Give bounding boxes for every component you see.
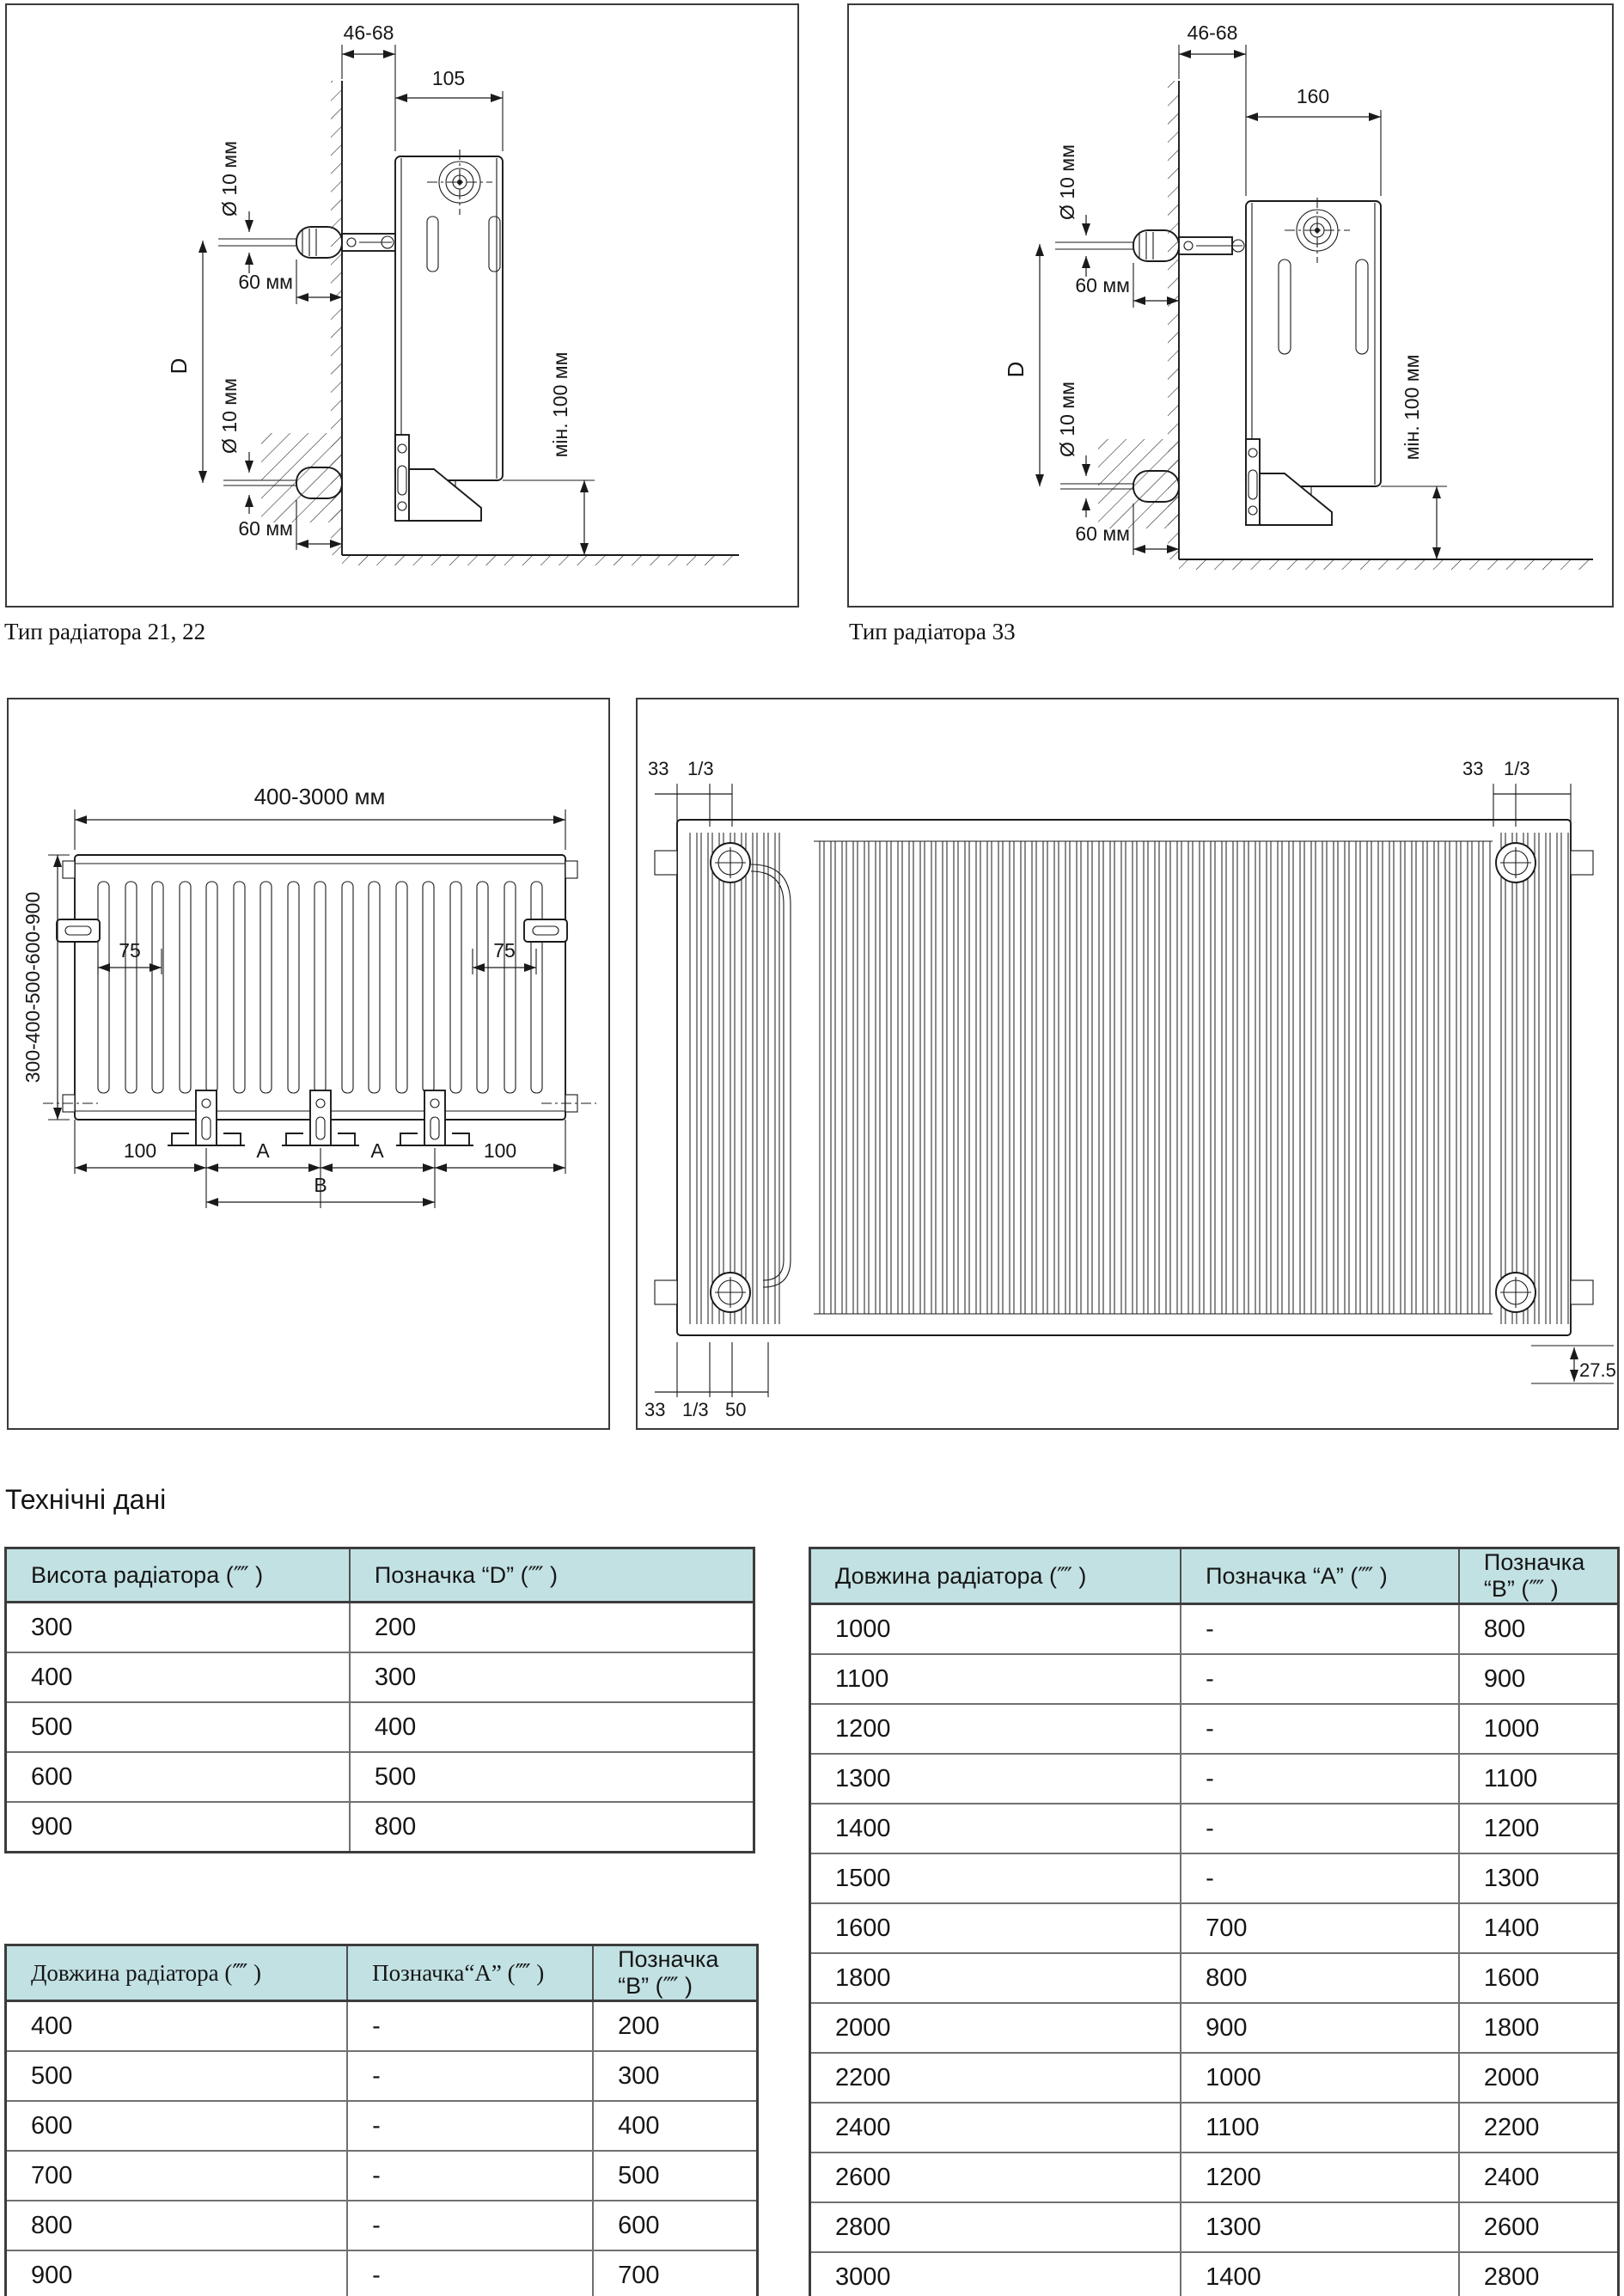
table-cell: 200 (593, 2001, 757, 2052)
upper-anchor (218, 227, 395, 258)
dim-span-b: B (314, 1174, 327, 1196)
dim-offset-bottom: 60 мм (1075, 522, 1130, 545)
table-cell: 1400 (1181, 2252, 1459, 2296)
table-row (810, 1853, 1619, 1903)
table-cell: 500 (593, 2151, 757, 2201)
table-cell: 500 (6, 2051, 348, 2101)
dim-edge-left: 100 (123, 1139, 157, 1162)
table-row (810, 2053, 1619, 2103)
dim-height-range: 300-400-500-600-900 (21, 891, 44, 1084)
table-cell: 1100 (1459, 1754, 1619, 1804)
table-cell: 800 (1181, 1953, 1459, 2003)
table-cell: 1200 (810, 1704, 1181, 1754)
dim-height-mark: D (166, 357, 192, 375)
table-cell: 2600 (810, 2152, 1181, 2202)
table-row (810, 2003, 1619, 2053)
table-cell: 1400 (1459, 1903, 1619, 1953)
table-cell: 400 (593, 2101, 757, 2151)
table-cell: - (347, 2001, 593, 2052)
dim-bottom-left-33: 33 (644, 1399, 666, 1420)
table-cell: 1200 (1459, 1804, 1619, 1853)
table-cell: 1400 (810, 1804, 1181, 1853)
radiator-body (1246, 198, 1381, 494)
table-cell: 1300 (1181, 2202, 1459, 2252)
table-cell: 2400 (1459, 2152, 1619, 2202)
front-view-drawing (9, 699, 608, 1428)
table-row (6, 1652, 754, 1702)
table-cell: 300 (593, 2051, 757, 2101)
table-cell: 2200 (1459, 2103, 1619, 2152)
table-cell: 900 (6, 2250, 348, 2296)
table-cell: 1000 (810, 1604, 1181, 1655)
table-row (6, 2101, 758, 2151)
table-row (6, 2151, 758, 2201)
table-cell: - (1181, 1804, 1459, 1853)
table-cell: 2600 (1459, 2202, 1619, 2252)
dim-hole-top: Ø 10 мм (1056, 144, 1078, 220)
table-cell: 700 (1181, 1903, 1459, 1953)
table-cell: 800 (350, 1802, 754, 1853)
table-cell: 400 (350, 1702, 754, 1752)
table-cell: 900 (1459, 1654, 1619, 1704)
drawing-panel-ribbed-front (636, 698, 1619, 1430)
table-row (810, 1604, 1619, 1655)
drawing-panel-front-view (7, 698, 610, 1430)
table-cell: 2000 (810, 2003, 1181, 2053)
table-radiator-length-long (809, 1547, 1620, 2296)
dim-height-mark: D (1003, 361, 1029, 378)
column-header: Позначка“А” (⁗ ) (347, 1945, 593, 2001)
floor (342, 555, 739, 565)
floor (1179, 559, 1593, 570)
side-view-drawing-33 (849, 5, 1612, 606)
column-header: Висота радіатора (⁗ ) (6, 1548, 350, 1603)
drawing-panel-type21-22 (5, 3, 799, 608)
caption-type33: Тип радіатора 33 (849, 619, 1016, 644)
dim-bracket-offset-right: 75 (493, 939, 516, 962)
table-cell: 600 (6, 2101, 348, 2151)
dim-bottom-left-50: 50 (725, 1399, 747, 1420)
table-cell: 300 (350, 1652, 754, 1702)
table-cell: 2800 (1459, 2252, 1619, 2296)
column-header: Позначка “D” (⁗ ) (350, 1548, 754, 1603)
dim-length-range: 400-3000 мм (253, 784, 386, 809)
table-row (810, 1903, 1619, 1953)
table-cell: 1100 (1181, 2103, 1459, 2152)
table-row (810, 1953, 1619, 2003)
bottom-brackets (168, 1090, 473, 1145)
table-row (6, 1702, 754, 1752)
dim-bottom-left-third: 1/3 (682, 1399, 709, 1420)
upper-anchor (1055, 230, 1244, 261)
table-cell: 1300 (810, 1754, 1181, 1804)
table-row (810, 2202, 1619, 2252)
table-cell: 300 (6, 1603, 350, 1653)
dim-offset-top: 60 мм (1075, 274, 1130, 296)
table-row (810, 2152, 1619, 2202)
dim-top-right-third: 1/3 (1504, 758, 1530, 779)
table-radiator-length-short (4, 1944, 759, 2296)
table-row (810, 1804, 1619, 1853)
table-cell: - (1181, 1853, 1459, 1903)
table-cell: 1500 (810, 1853, 1181, 1903)
table-cell: 800 (1459, 1604, 1619, 1655)
table-cell: 200 (350, 1603, 754, 1653)
table-cell: 900 (1181, 2003, 1459, 2053)
table-row (6, 1603, 754, 1653)
dim-floor-clearance: мін. 100 мм (1401, 354, 1423, 461)
dim-span-a1: A (256, 1139, 270, 1162)
table-cell: 600 (6, 1752, 350, 1802)
radiator-front (43, 855, 596, 1120)
table-cell: 2000 (1459, 2053, 1619, 2103)
table-cell: 2800 (810, 2202, 1181, 2252)
caption-type21-22: Тип радіатора 21, 22 (4, 619, 206, 644)
table-cell: 600 (593, 2201, 757, 2250)
dim-floor-clearance: мін. 100 мм (549, 351, 571, 458)
dim-depth: 160 (1296, 85, 1330, 107)
table-cell: 1200 (1181, 2152, 1459, 2202)
table-cell: 1600 (1459, 1953, 1619, 2003)
column-header: Позначка “А” (⁗ ) (1181, 1548, 1459, 1604)
column-header: Довжина радіатора (⁗ ) (6, 1945, 348, 2001)
dim-offset-bottom: 60 мм (238, 517, 293, 540)
dim-hole-bottom: Ø 10 мм (1056, 382, 1078, 457)
table-row (6, 2051, 758, 2101)
radiator-body (395, 150, 503, 488)
dim-hole-bottom: Ø 10 мм (218, 378, 241, 454)
table-cell: 500 (350, 1752, 754, 1802)
side-view-drawing-21-22 (7, 5, 797, 606)
ribbed-front-drawing (638, 699, 1617, 1428)
table-cell: - (1181, 1754, 1459, 1804)
table-cell: 800 (6, 2201, 348, 2250)
table-row (810, 1654, 1619, 1704)
table-row (6, 1752, 754, 1802)
table-row (810, 2103, 1619, 2152)
table-cell: - (347, 2151, 593, 2201)
table-cell: 700 (593, 2250, 757, 2296)
dim-edge-right: 100 (483, 1139, 517, 1162)
column-header: Позначка “В” (⁗ ) (1459, 1548, 1619, 1604)
dim-bracket-offset-left: 75 (119, 939, 141, 962)
dimensions (166, 21, 595, 555)
dim-top-right-33: 33 (1462, 758, 1484, 779)
section-title: Технічні дані (5, 1484, 167, 1515)
column-header: Довжина радіатора (⁗ ) (810, 1548, 1181, 1604)
table-cell: - (1181, 1654, 1459, 1704)
table-cell: - (347, 2051, 593, 2101)
table-cell: - (1181, 1604, 1459, 1655)
table-cell: 2400 (810, 2103, 1181, 2152)
dim-top-left-33: 33 (648, 758, 669, 779)
table-cell: 1800 (810, 1953, 1181, 2003)
table-cell: 1100 (810, 1654, 1181, 1704)
table-radiator-height (4, 1547, 755, 1853)
dim-wall-gap: 46-68 (1187, 21, 1238, 44)
column-header: Позначка “В” (⁗ ) (593, 1945, 757, 2001)
dim-hole-top: Ø 10 мм (218, 141, 241, 217)
dim-wall-gap: 46-68 (343, 21, 394, 44)
table-row (810, 2252, 1619, 2296)
dim-depth: 105 (431, 67, 466, 89)
table-row (6, 2250, 758, 2296)
table-cell: 400 (6, 2001, 348, 2052)
table-row (6, 2001, 758, 2052)
dim-span-a2: A (370, 1139, 384, 1162)
table-cell: 1000 (1459, 1704, 1619, 1754)
table-cell: - (347, 2201, 593, 2250)
table-row (6, 1802, 754, 1853)
table-cell: 500 (6, 1702, 350, 1752)
table-cell: 900 (6, 1802, 350, 1853)
table-cell: - (1181, 1704, 1459, 1754)
table-cell: 1300 (1459, 1853, 1619, 1903)
table-row (810, 1704, 1619, 1754)
table-cell: - (347, 2250, 593, 2296)
table-row (810, 1754, 1619, 1804)
table-row (6, 2201, 758, 2250)
table-cell: 2200 (810, 2053, 1181, 2103)
dim-offset-top: 60 мм (238, 271, 293, 293)
radiator-ribbed-body (655, 820, 1593, 1335)
table-cell: 1000 (1181, 2053, 1459, 2103)
table-cell: 1800 (1459, 2003, 1619, 2053)
table-cell: 3000 (810, 2252, 1181, 2296)
table-cell: 400 (6, 1652, 350, 1702)
dim-top-left-third: 1/3 (687, 758, 714, 779)
table-cell: - (347, 2101, 593, 2151)
table-cell: 1600 (810, 1903, 1181, 1953)
dim-bottom-right-offset: 27.5 (1579, 1359, 1616, 1381)
drawing-panel-type33 (847, 3, 1614, 608)
table-cell: 700 (6, 2151, 348, 2201)
